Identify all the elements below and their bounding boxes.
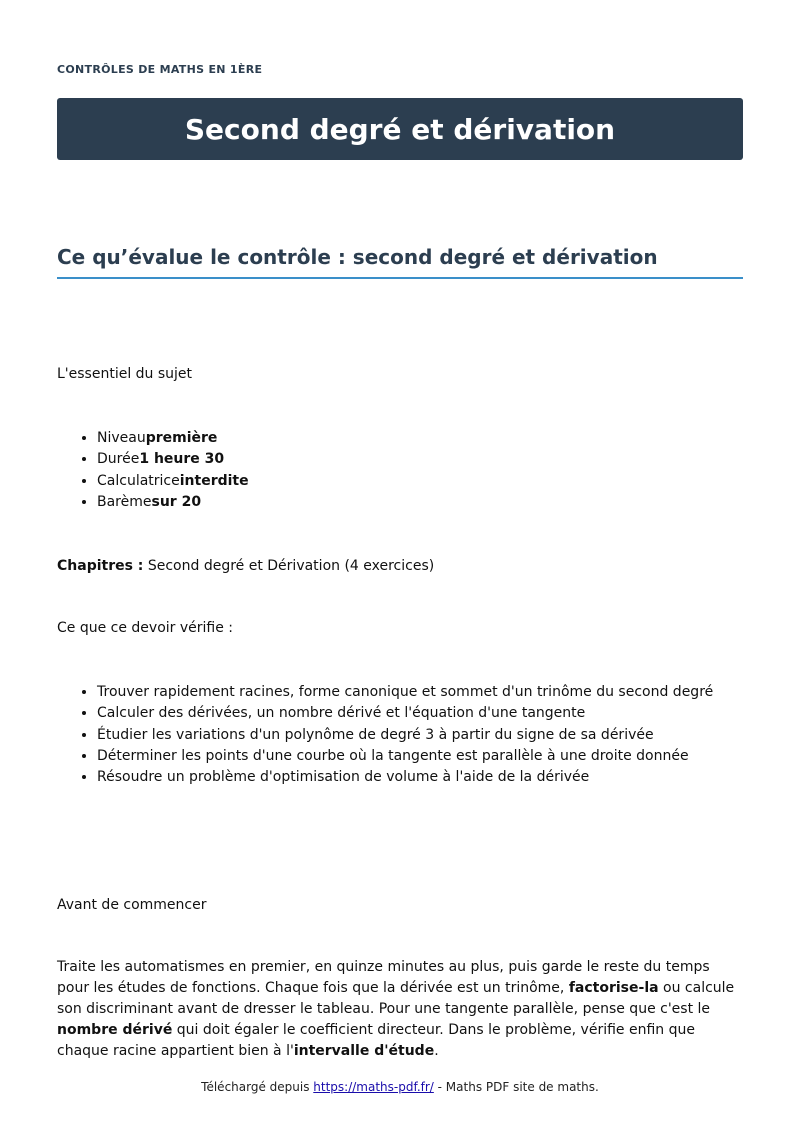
avant-label: Avant de commencer [57,897,207,913]
list-item [97,428,249,449]
footer-suffix: - Maths PDF site de maths. [433,1080,599,1094]
item-value: 1 heure 30 [139,451,225,468]
list-item: • Résoudre un problème d'optimisation de volume à l'aide de la dérivée [97,767,713,788]
list-item: • Calculer des dérivées, un nombre dérivé et l'équation d'une tangente [97,703,713,724]
page-title: Second degré et dérivation [184,112,616,146]
list-item: • Trouver rapidement racines, forme canonique et sommet d'un trinôme du second degré [97,682,713,703]
verifie-list [57,682,713,788]
title-banner [57,98,743,160]
item-value: première [145,430,218,446]
verifie-label: Ce que ce devoir vérifie : [57,620,234,636]
item-label: Barème [97,493,152,510]
advice-emphasis: intervalle d'étude [293,1043,435,1059]
advice-emphasis: factorise-la [568,980,659,996]
chapitres-line [57,556,434,577]
footer [0,1080,800,1094]
chapitres-value: Second degré et Dérivation (4 exercices) [143,558,435,574]
list-item [97,471,249,492]
list-item [97,449,249,470]
item-label: Durée [97,451,140,468]
advice-text: ou calcule son discriminant avant de dresser le tableau. Pour une tangente parallèle, pense que c'est le [57,980,735,1017]
footer-prefix: Téléchargé depuis [201,1080,314,1094]
series-kicker: CONTRÔLES DE MATHS EN 1ÈRE [57,63,263,76]
list-item: • Étudier les variations d'un polynôme de degré 3 à partir du signe de sa dérivée [97,725,713,746]
advice-text: qui doit égaler le coefficient directeur. Dans le problème, vérifie enfin que chaque racine appartient bien à l' [57,1022,695,1059]
list-item [97,492,249,513]
advice-text: Traite les automatismes en premier, en quinze minutes au plus, puis garde le reste du temps pour les études de fonctions. Chaque fois que la dérivée est un trinôme, [57,959,710,996]
essentiel-label: L'essentiel du sujet [57,366,193,382]
item-label: Niveau [97,430,146,446]
footer-link[interactable]: https://maths-pdf.fr/ [313,1080,434,1094]
item-label: Calculatrice [97,472,180,489]
chapitres-label: Chapitres : [57,558,144,574]
essentiel-list [57,428,249,513]
item-value: interdite [179,472,249,489]
list-item: • Déterminer les points d'une courbe où la tangente est parallèle à une droite donnée [97,746,713,767]
item-value: sur 20 [151,493,202,510]
section-heading: Ce qu’évalue le contrôle : second degré et dérivation [57,245,743,279]
advice-text: . [434,1043,439,1059]
advice-emphasis: nombre dérivé [57,1022,173,1038]
advice-paragraph [57,957,743,1062]
